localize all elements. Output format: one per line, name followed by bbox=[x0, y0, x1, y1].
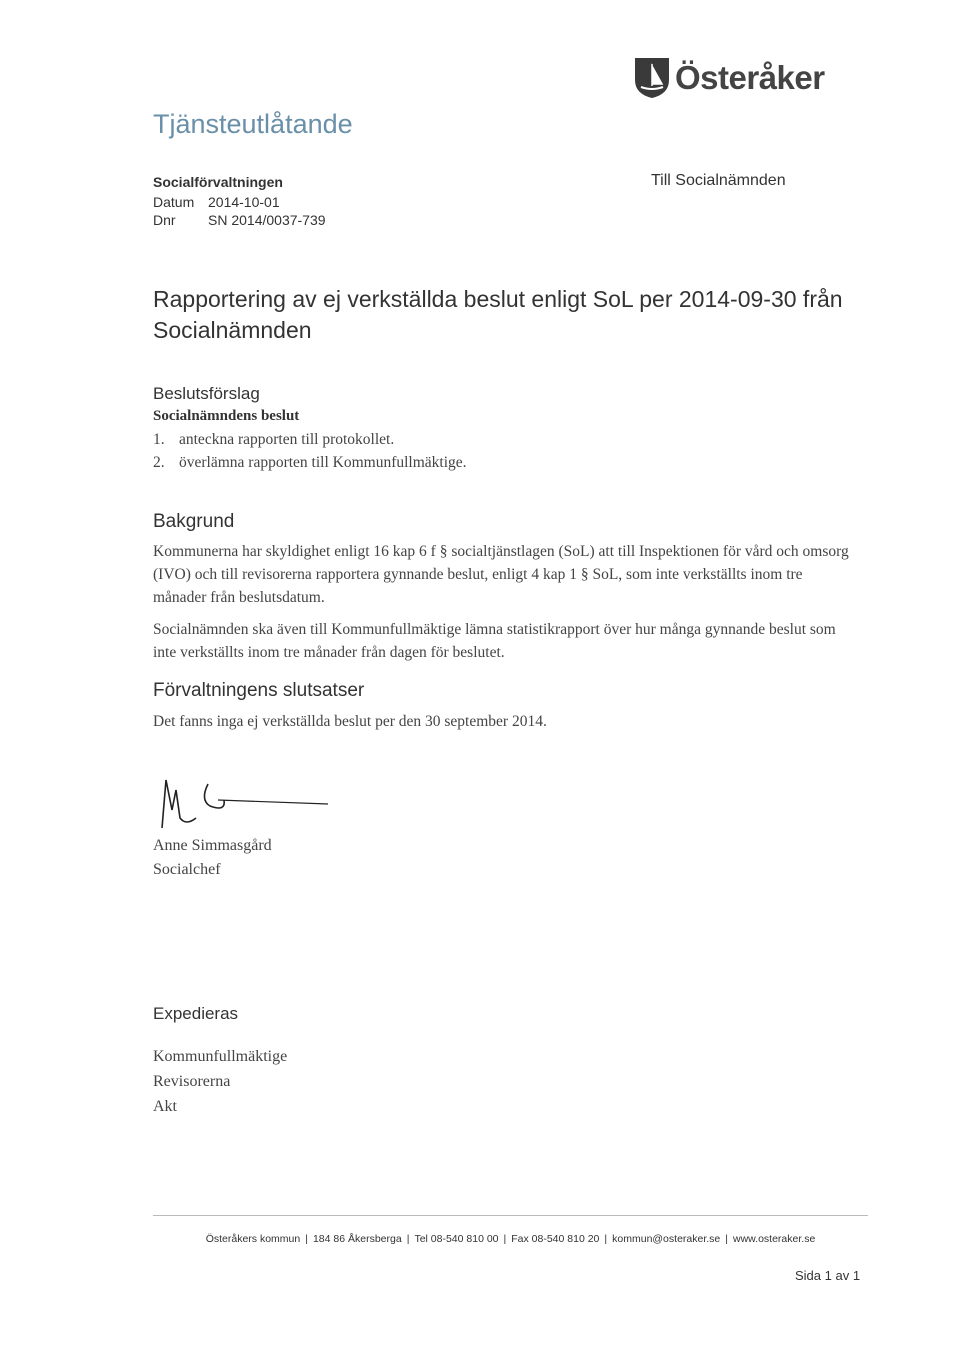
conclusions-heading: Förvaltningens slutsatser bbox=[153, 680, 365, 701]
proposal-heading: Beslutsförslag bbox=[153, 384, 260, 403]
municipality-logo bbox=[633, 56, 825, 100]
dnr-label: Dnr bbox=[153, 212, 176, 228]
conclusions-text: Det fanns inga ej verkställda beslut per den 30 september 2014. bbox=[153, 713, 547, 730]
date-row bbox=[153, 194, 280, 210]
background-paragraph-1: Kommunerna har skyldighet enligt 16 kap 6 f § socialtjänstlagen (SoL) att till Inspektionen för vård och omsorg (IVO) och till revisorerna rapportera gynnande beslut, enligt 4 kap 1 § SoL, som inte verkställts inom tre månader från beslutsdatum. bbox=[153, 543, 849, 606]
dnr-value: SN 2014/0037-739 bbox=[208, 212, 326, 228]
department-name: Socialförvaltningen bbox=[153, 174, 283, 190]
logo-text: Österåker bbox=[675, 59, 825, 96]
dnr-row bbox=[153, 212, 326, 228]
list-item: 1. anteckna rapporten till protokollet. bbox=[153, 431, 395, 448]
page-number: Sida 1 av 1 bbox=[795, 1268, 861, 1283]
decision-list bbox=[153, 428, 467, 474]
list-item: 2. överlämna rapporten till Kommunfullmäktige. bbox=[153, 454, 467, 471]
recipient: Till Socialnämnden bbox=[651, 172, 786, 189]
footer-email: kommun@osteraker.se bbox=[612, 1233, 721, 1245]
footer-contact: Österåkers kommun | 184 86 Åkersberga | Tel 08-540 810 00 | Fax 08-540 810 20 | kommun@osteraker.se | www.osteraker.se bbox=[205, 1233, 816, 1245]
distribution-heading: Expedieras bbox=[153, 1004, 239, 1023]
background-paragraph-2: Socialnämnden ska även till Kommunfullmäktige lämna statistikrapport över hur många gynnande beslut som inte verkställts inom tre månader från dagen för beslutet. bbox=[153, 621, 836, 661]
decision-subheading: Socialnämndens beslut bbox=[153, 408, 300, 424]
list-item: Kommunfullmäktige bbox=[153, 1048, 288, 1065]
document-title: Rapportering av ej verkställda beslut enligt SoL per 2014-09-30 från Socialnämnden bbox=[153, 286, 843, 343]
document-type: Tjänsteutlåtande bbox=[153, 109, 353, 139]
coat-of-arms-icon bbox=[633, 56, 671, 100]
footer-divider bbox=[153, 1215, 868, 1216]
handwritten-signature bbox=[150, 770, 340, 840]
list-item: Revisorerna bbox=[153, 1073, 231, 1090]
distribution-list bbox=[153, 1044, 287, 1119]
date-value: 2014-10-01 bbox=[208, 194, 280, 210]
list-item: Akt bbox=[153, 1098, 177, 1115]
signatory-name: Anne Simmasgård bbox=[153, 837, 272, 854]
background-heading: Bakgrund bbox=[153, 511, 235, 532]
date-label: Datum bbox=[153, 194, 195, 210]
footer-website: www.osteraker.se bbox=[733, 1233, 816, 1245]
signatory-role: Socialchef bbox=[153, 861, 221, 878]
